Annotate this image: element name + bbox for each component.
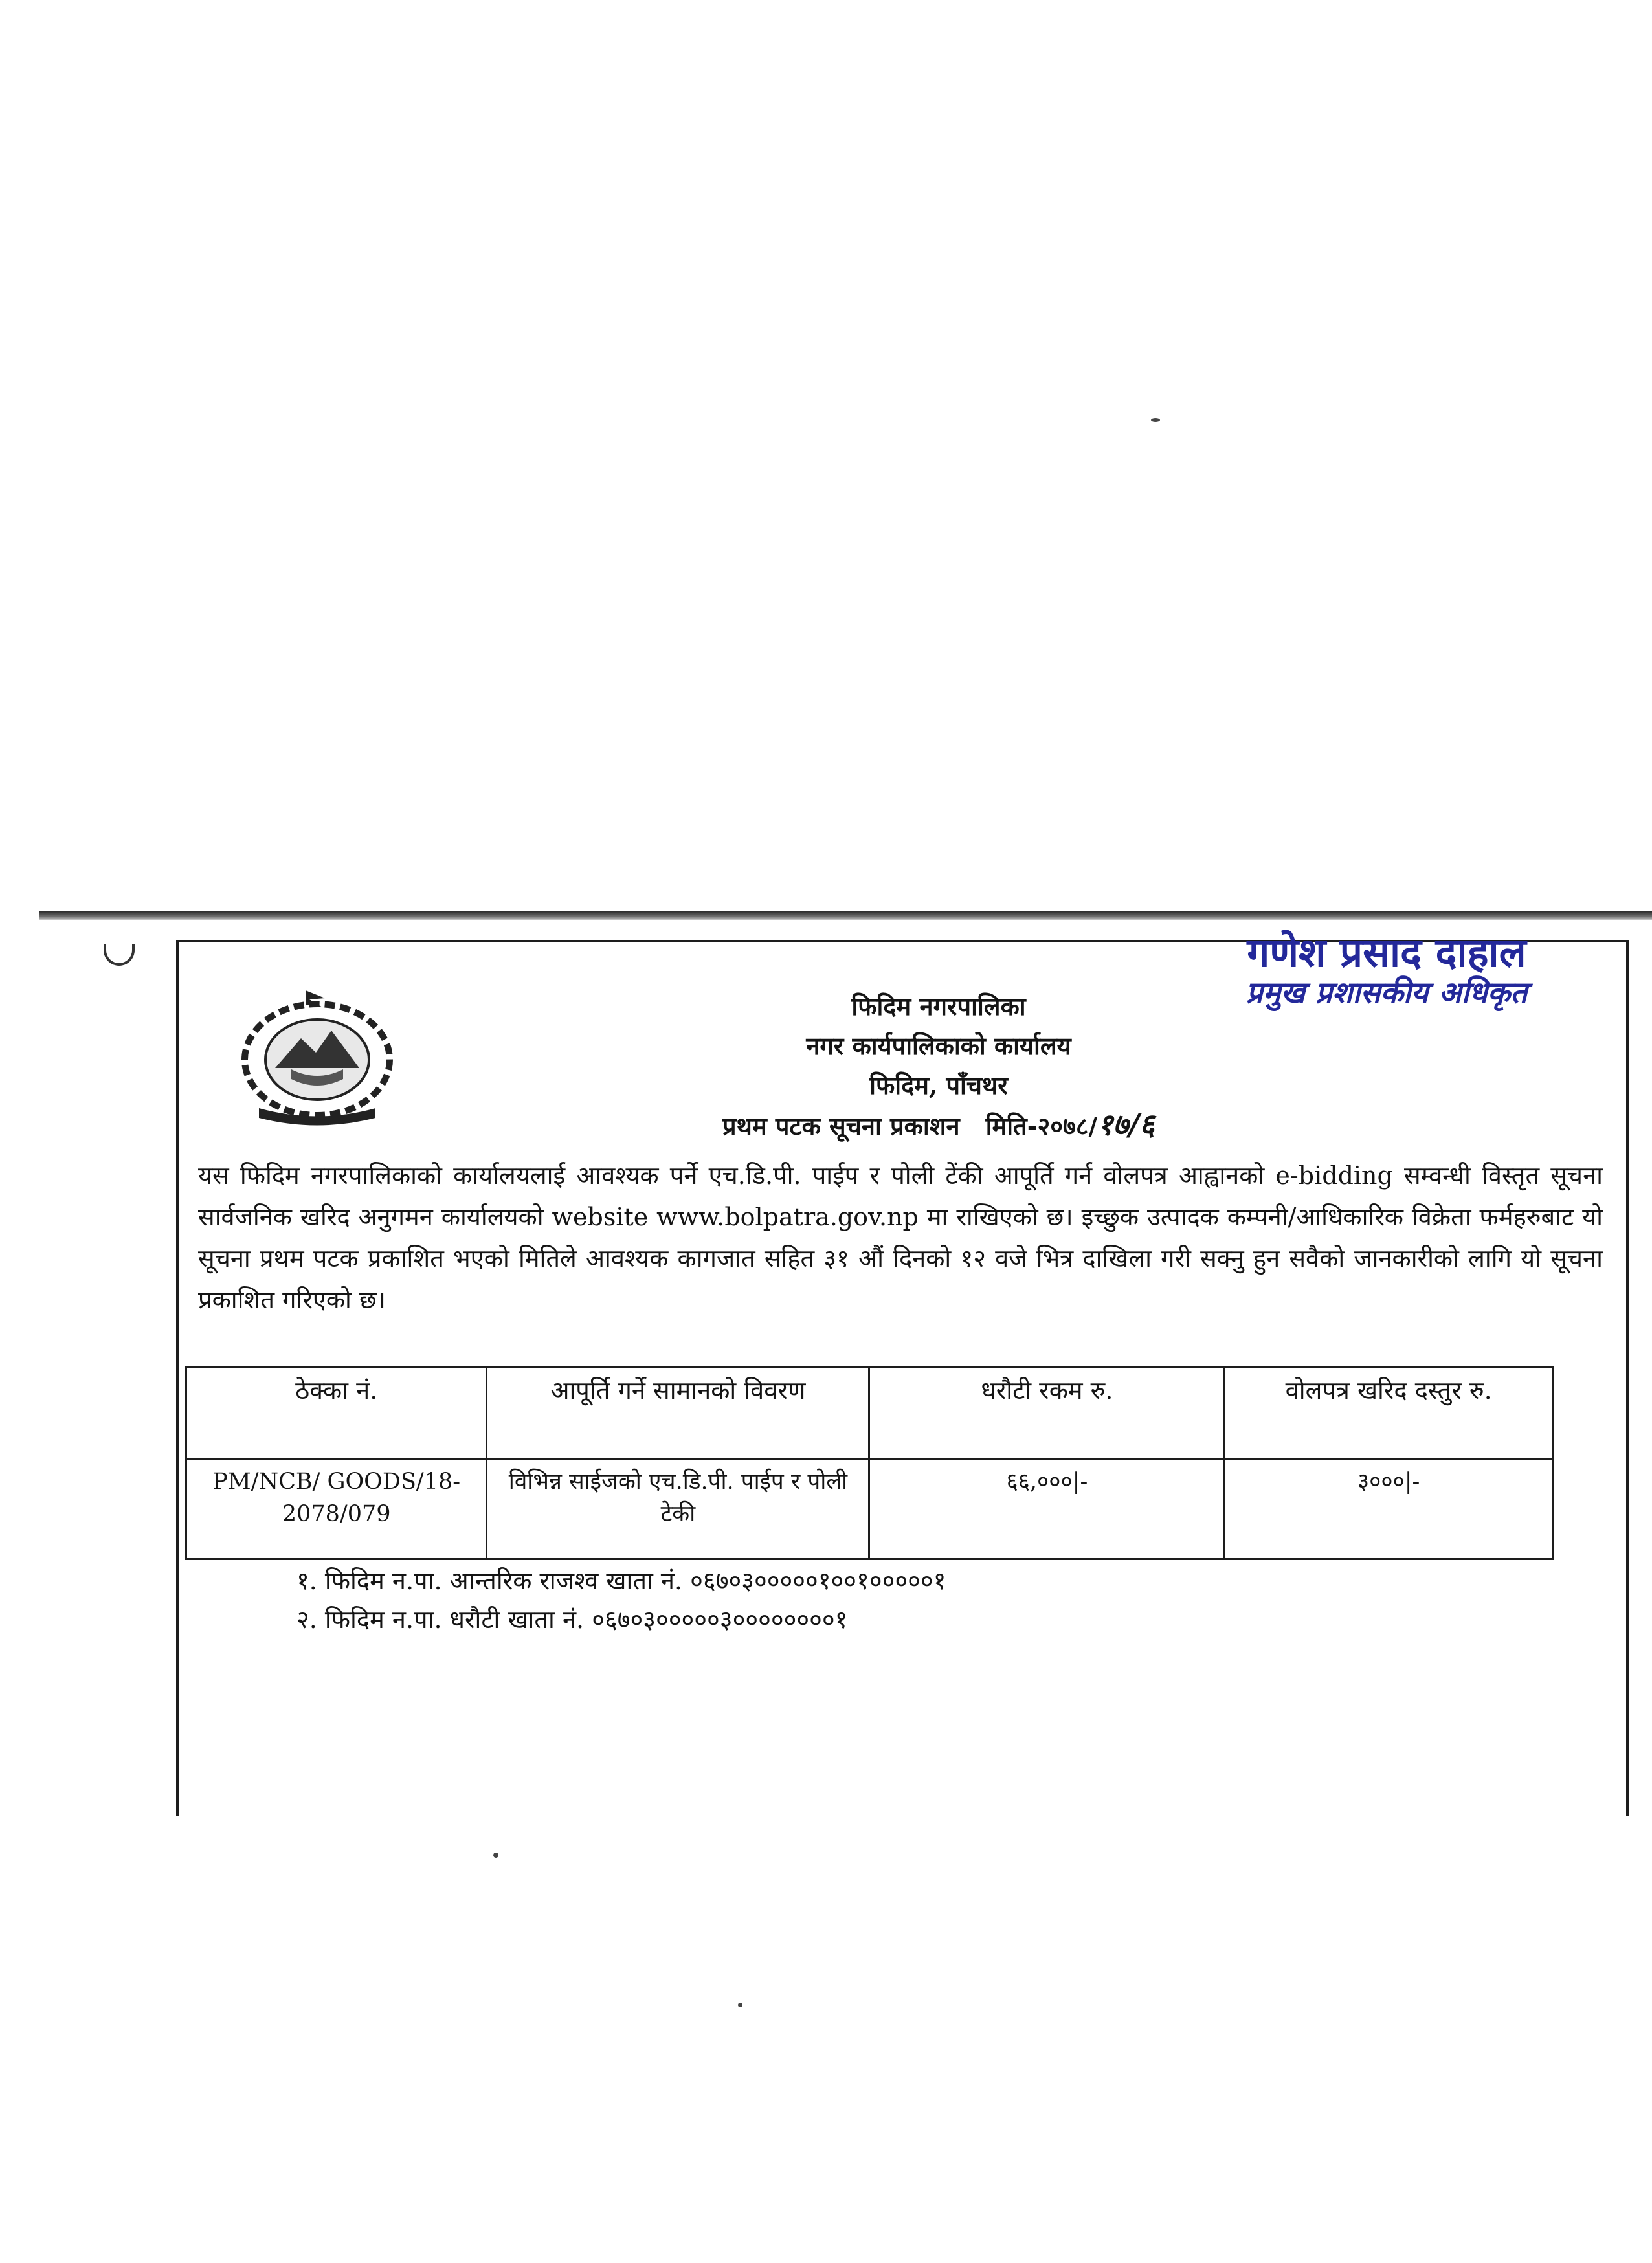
- table-header-row: [186, 1367, 1553, 1460]
- signature-stamp: [1205, 930, 1568, 1010]
- office-header: [647, 987, 1230, 1146]
- account-list: [296, 1561, 946, 1639]
- cell-deposit-amount: ६६,०००|-: [869, 1460, 1225, 1559]
- scan-speck: [1151, 418, 1160, 422]
- cell-contract-no: PM/NCB/ GOODS/18-2078/079: [186, 1460, 487, 1559]
- stamp-name: गणेश प्रसाद दाहाल: [1247, 929, 1526, 976]
- nepal-emblem-icon: [227, 985, 408, 1128]
- account-item-deposit: २. फिदिम न.पा. धरौटी खाता नं. ०६७०३०००००३००००००००१: [296, 1605, 848, 1634]
- date-label: मिति-२०७८/: [985, 1111, 1098, 1141]
- account-item-revenue: १. फिदिम न.पा. आन्तरिक राजश्व खाता नं. ०६७०३०००००१००१०००००१: [296, 1566, 946, 1595]
- header-deposit-amount: धरौटी रकम रु.: [869, 1367, 1225, 1460]
- office-name: नगर कार्यपालिकाको कार्यालय: [806, 1031, 1071, 1060]
- cell-bid-fee: ३०००|-: [1225, 1460, 1553, 1559]
- header-bid-fee: वोलपत्र खरिद दस्तुर रु.: [1225, 1367, 1553, 1460]
- notice-label: प्रथम पटक सूचना प्रकाशन: [722, 1111, 960, 1141]
- stamp-role: प्रमुख प्रशासकीय अधिकृत: [1245, 975, 1528, 1010]
- notice-date-line: [647, 1105, 1230, 1146]
- header-contract-no: ठेक्का नं.: [186, 1367, 487, 1460]
- binder-hole-mark: [104, 944, 135, 966]
- date-handwritten: १७/६: [1097, 1107, 1155, 1142]
- scan-speck: [738, 2003, 742, 2007]
- header-goods-description: आपूर्ति गर्ने सामानको विवरण: [487, 1367, 869, 1460]
- table-row: [186, 1460, 1553, 1559]
- scan-speck: [493, 1853, 498, 1858]
- office-location: फिदिम, पाँचथर: [869, 1071, 1008, 1100]
- paper-edge: [39, 911, 1652, 920]
- notice-paragraph: यस फिदिम नगरपालिकाको कार्यालयलाई आवश्यक पर्ने एच.डि.पी. पाईप र पोली टेंकी आपूर्ति गर्न वोलपत्र आह्वानको e-bidding सम्वन्धी विस्तृत सूचना सार्वजनिक खरिद अनुगमन कार्यालयको website www.bolpatra.gov.np मा राखिएको छ। इच्छुक उत्पादक कम्पनी/आधिकारिक विक्रेता फर्महरुबाट यो सूचना प्रथम पटक प्रकाशित भएको मितिले आवश्यक कागजात सहित ३१ औं दिनको १२ वजे भित्र दाखिला गरी सक्नु हुन सवैको जानकारीको लागि यो सूचना प्रकाशित गरिएको छ।: [198, 1161, 1603, 1314]
- municipality-name: फिदिम नगरपालिका: [851, 992, 1026, 1021]
- cell-goods-description: विभिन्न साईजको एच.डि.पी. पाईप र पोली टेकी: [487, 1460, 869, 1559]
- contract-table: [185, 1366, 1554, 1560]
